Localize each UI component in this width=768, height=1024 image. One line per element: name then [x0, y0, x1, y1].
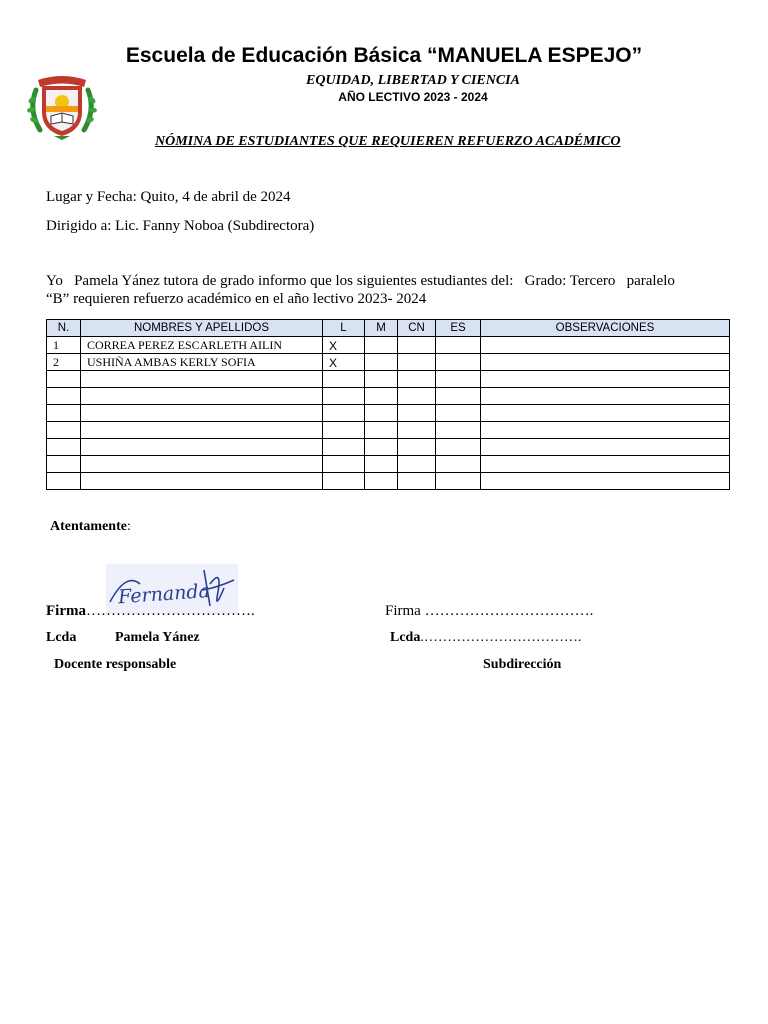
cell-student-name: CORREA PEREZ ESCARLETH AILIN — [81, 337, 323, 354]
cell-cn — [398, 371, 436, 388]
cell-number: 2 — [47, 354, 81, 371]
right-title-dots: .……………………………. — [420, 630, 582, 645]
cell-student-name — [81, 422, 323, 439]
table-row — [47, 473, 730, 490]
cell-observations — [481, 439, 730, 456]
column-header-names: NOMBRES Y APELLIDOS — [81, 320, 323, 337]
cell-number — [47, 439, 81, 456]
intro-paragraph-line-2: “B” requieren refuerzo académico en el año lectivo 2023- 2024 — [46, 291, 427, 307]
cell-m — [365, 371, 398, 388]
left-signature-line — [46, 603, 255, 620]
cell-observations — [481, 456, 730, 473]
right-signer-role: Subdirección — [483, 657, 562, 672]
cell-number — [47, 371, 81, 388]
right-signature-line: Firma ……………………………. — [385, 603, 594, 619]
intro-paragraph-line-1: Yo Pamela Yánez tutora de grado informo que los siguientes estudiantes del: Grado: Tercero paralelo — [46, 273, 675, 289]
closing-label: Atentamente — [50, 519, 127, 534]
school-logo — [24, 72, 100, 142]
column-header-es: ES — [436, 320, 481, 337]
cell-number — [47, 456, 81, 473]
place-and-date: Lugar y Fecha: Quito, 4 de abril de 2024 — [46, 189, 291, 205]
column-header-cn: CN — [398, 320, 436, 337]
closing — [50, 519, 131, 535]
cell-cn — [398, 422, 436, 439]
cell-student-name — [81, 388, 323, 405]
cell-l — [323, 405, 365, 422]
table-row — [47, 405, 730, 422]
table-row — [47, 337, 730, 354]
cell-observations — [481, 354, 730, 371]
cell-cn — [398, 439, 436, 456]
closing-colon: : — [126, 519, 131, 534]
cell-l: X — [323, 354, 365, 371]
cell-observations — [481, 422, 730, 439]
cell-m — [365, 473, 398, 490]
left-firma-label: Firma — [46, 603, 86, 619]
cell-l: X — [323, 337, 365, 354]
table-row — [47, 456, 730, 473]
cell-number — [47, 422, 81, 439]
cell-student-name — [81, 405, 323, 422]
right-title: Lcda — [390, 630, 421, 645]
cell-es — [436, 473, 481, 490]
table-row — [47, 371, 730, 388]
left-signer-name: Pamela Yánez — [115, 630, 200, 645]
cell-student-name — [81, 439, 323, 456]
cell-cn — [398, 337, 436, 354]
column-header-l: L — [323, 320, 365, 337]
school-name: Escuela de Educación Básica “MANUELA ESPEJO” — [125, 44, 643, 67]
cell-cn — [398, 473, 436, 490]
cell-es — [436, 388, 481, 405]
svg-text:Fernanda: Fernanda — [117, 579, 211, 609]
cell-m — [365, 456, 398, 473]
cell-observations — [481, 371, 730, 388]
cell-es — [436, 439, 481, 456]
cell-cn — [398, 388, 436, 405]
column-header-m: M — [365, 320, 398, 337]
cell-m — [365, 422, 398, 439]
cell-cn — [398, 405, 436, 422]
cell-observations — [481, 405, 730, 422]
cell-l — [323, 371, 365, 388]
cell-student-name: USHIÑA AMBAS KERLY SOFIA — [81, 354, 323, 371]
cell-m — [365, 337, 398, 354]
cell-student-name — [81, 371, 323, 388]
column-header-observations: OBSERVACIONES — [481, 320, 730, 337]
table-row — [47, 422, 730, 439]
table-row — [47, 354, 730, 371]
cell-es — [436, 371, 481, 388]
cell-l — [323, 456, 365, 473]
cell-cn — [398, 456, 436, 473]
left-firma-dots: ……………………………. — [85, 603, 255, 619]
cell-observations — [481, 473, 730, 490]
cell-student-name — [81, 456, 323, 473]
cell-es — [436, 422, 481, 439]
school-motto: EQUIDAD, LIBERTAD Y CIENCIA — [306, 73, 520, 88]
cell-es — [436, 354, 481, 371]
table-row — [47, 388, 730, 405]
cell-number — [47, 405, 81, 422]
right-title-line — [390, 630, 581, 646]
cell-l — [323, 439, 365, 456]
cell-number: 1 — [47, 337, 81, 354]
students-table — [46, 319, 730, 490]
cell-m — [365, 388, 398, 405]
cell-cn — [398, 354, 436, 371]
left-title: Lcda — [46, 630, 77, 645]
cell-l — [323, 422, 365, 439]
cell-l — [323, 388, 365, 405]
cell-es — [436, 405, 481, 422]
cell-m — [365, 405, 398, 422]
column-header-number: N. — [47, 320, 81, 337]
cell-m — [365, 354, 398, 371]
addressee: Dirigido a: Lic. Fanny Noboa (Subdirectora) — [46, 218, 315, 234]
cell-number — [47, 388, 81, 405]
cell-observations — [481, 388, 730, 405]
cell-es — [436, 456, 481, 473]
table-row — [47, 439, 730, 456]
document-title: NÓMINA DE ESTUDIANTES QUE REQUIEREN REFUERZO ACADÉMICO — [155, 134, 621, 149]
students-table-body — [47, 337, 730, 490]
cell-m — [365, 439, 398, 456]
cell-student-name — [81, 473, 323, 490]
cell-l — [323, 473, 365, 490]
cell-observations — [481, 337, 730, 354]
cell-number — [47, 473, 81, 490]
left-signer-role: Docente responsable — [54, 657, 177, 672]
cell-es — [436, 337, 481, 354]
table-header-row — [47, 320, 730, 337]
school-year: AÑO LECTIVO 2023 - 2024 — [338, 90, 488, 104]
